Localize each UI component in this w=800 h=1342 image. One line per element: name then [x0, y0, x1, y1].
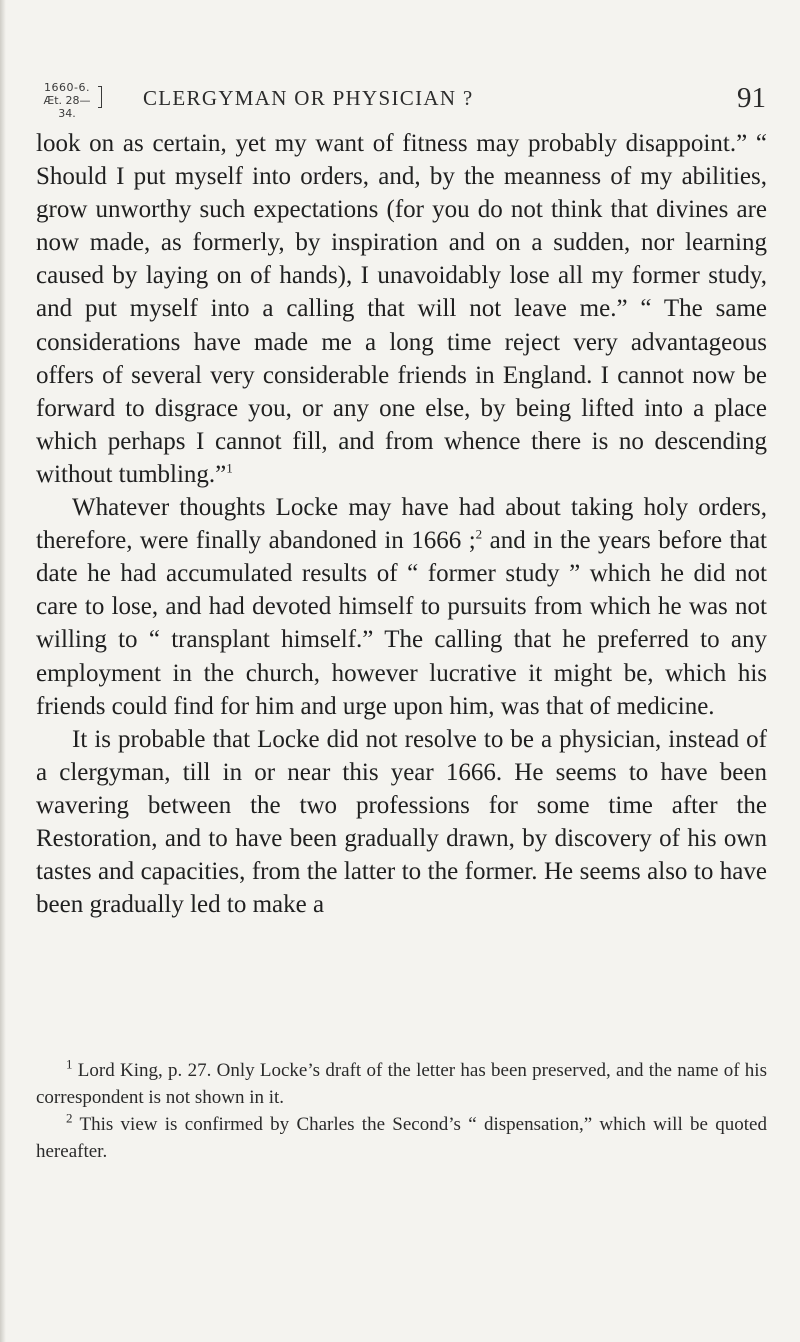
marginal-bracket: [98, 86, 102, 108]
paragraph-1: [36, 127, 767, 491]
footnote-1: [36, 1057, 767, 1111]
footnote-1-text: Lord King, p. 27. Only Locke’s draft of the letter has been preserved, and the name of his correspondent is not shown in it.: [36, 1060, 767, 1108]
footnote-2: [36, 1111, 767, 1165]
footnote-1-mark: 1: [66, 1056, 73, 1072]
footnote-2-text: This view is confirmed by Charles the Second’s “ dispensation,” which will be quoted hereafter.: [36, 1114, 767, 1162]
paragraph-2-text-b: and in the years before that date he had accumulated results of “ former study ” which he did not care to lose, and had devoted himself to pursuits from which he was not willing to “ transplant himself.” The calling that he preferred to any employment in the church, however lucrative it might be, which his friends could find for him and urge upon him, was that of medicine.: [36, 527, 767, 720]
footnotes: [36, 1057, 767, 1165]
page-header: [36, 82, 766, 122]
paragraph-3: It is probable that Locke did not resolve to be a physician, instead of a clergyman, till in or near this year 1666. He seems to have been wavering between the two professions for some time after the Restoration, and to have been gradually drawn, by discovery of his own tastes and capacities, from the latter to the former. He seems also to have been gradually led to make a: [36, 725, 767, 919]
page-gutter-shadow: [0, 0, 6, 1342]
footnote-ref-2[interactable]: 2: [475, 526, 483, 542]
paragraph-1-text: look on as certain, yet my want of fitness may probably disappoint.” “ Should I put myself into orders, and, by the meanness of my abilities, grow unworthy such expectations (for you do not think that divines are now made, as formerly, by inspiration and on a sudden, nor learning caused by laying on of hands), I unavoidably lose all my former study, and put myself into a calling that will not leave me.” “ The same considerations have made me a long time reject very advantageous offers of several very considerable friends in England. I cannot now be forward to disgrace you, or any one else, by being lifted into a place which perhaps I cannot fill, and from whence there is no descending without tumbling.”: [36, 130, 767, 488]
paragraph-2: [36, 491, 767, 723]
body-text: [36, 127, 767, 921]
marginal-year: 1660-6.: [44, 81, 90, 94]
page-number: 91: [737, 82, 766, 114]
running-title: CLERGYMAN OR PHYSICIAN ?: [143, 86, 474, 110]
paragraph-2-text-a: Whatever thoughts Locke may have had about taking holy orders, therefore, were finally abandoned in 1666 ;: [36, 494, 767, 555]
marginal-date-note: [36, 82, 98, 120]
footnote-2-mark: 2: [66, 1110, 73, 1126]
marginal-age: Æt. 28—34.: [43, 94, 91, 120]
footnote-ref-1[interactable]: 1: [226, 460, 233, 476]
